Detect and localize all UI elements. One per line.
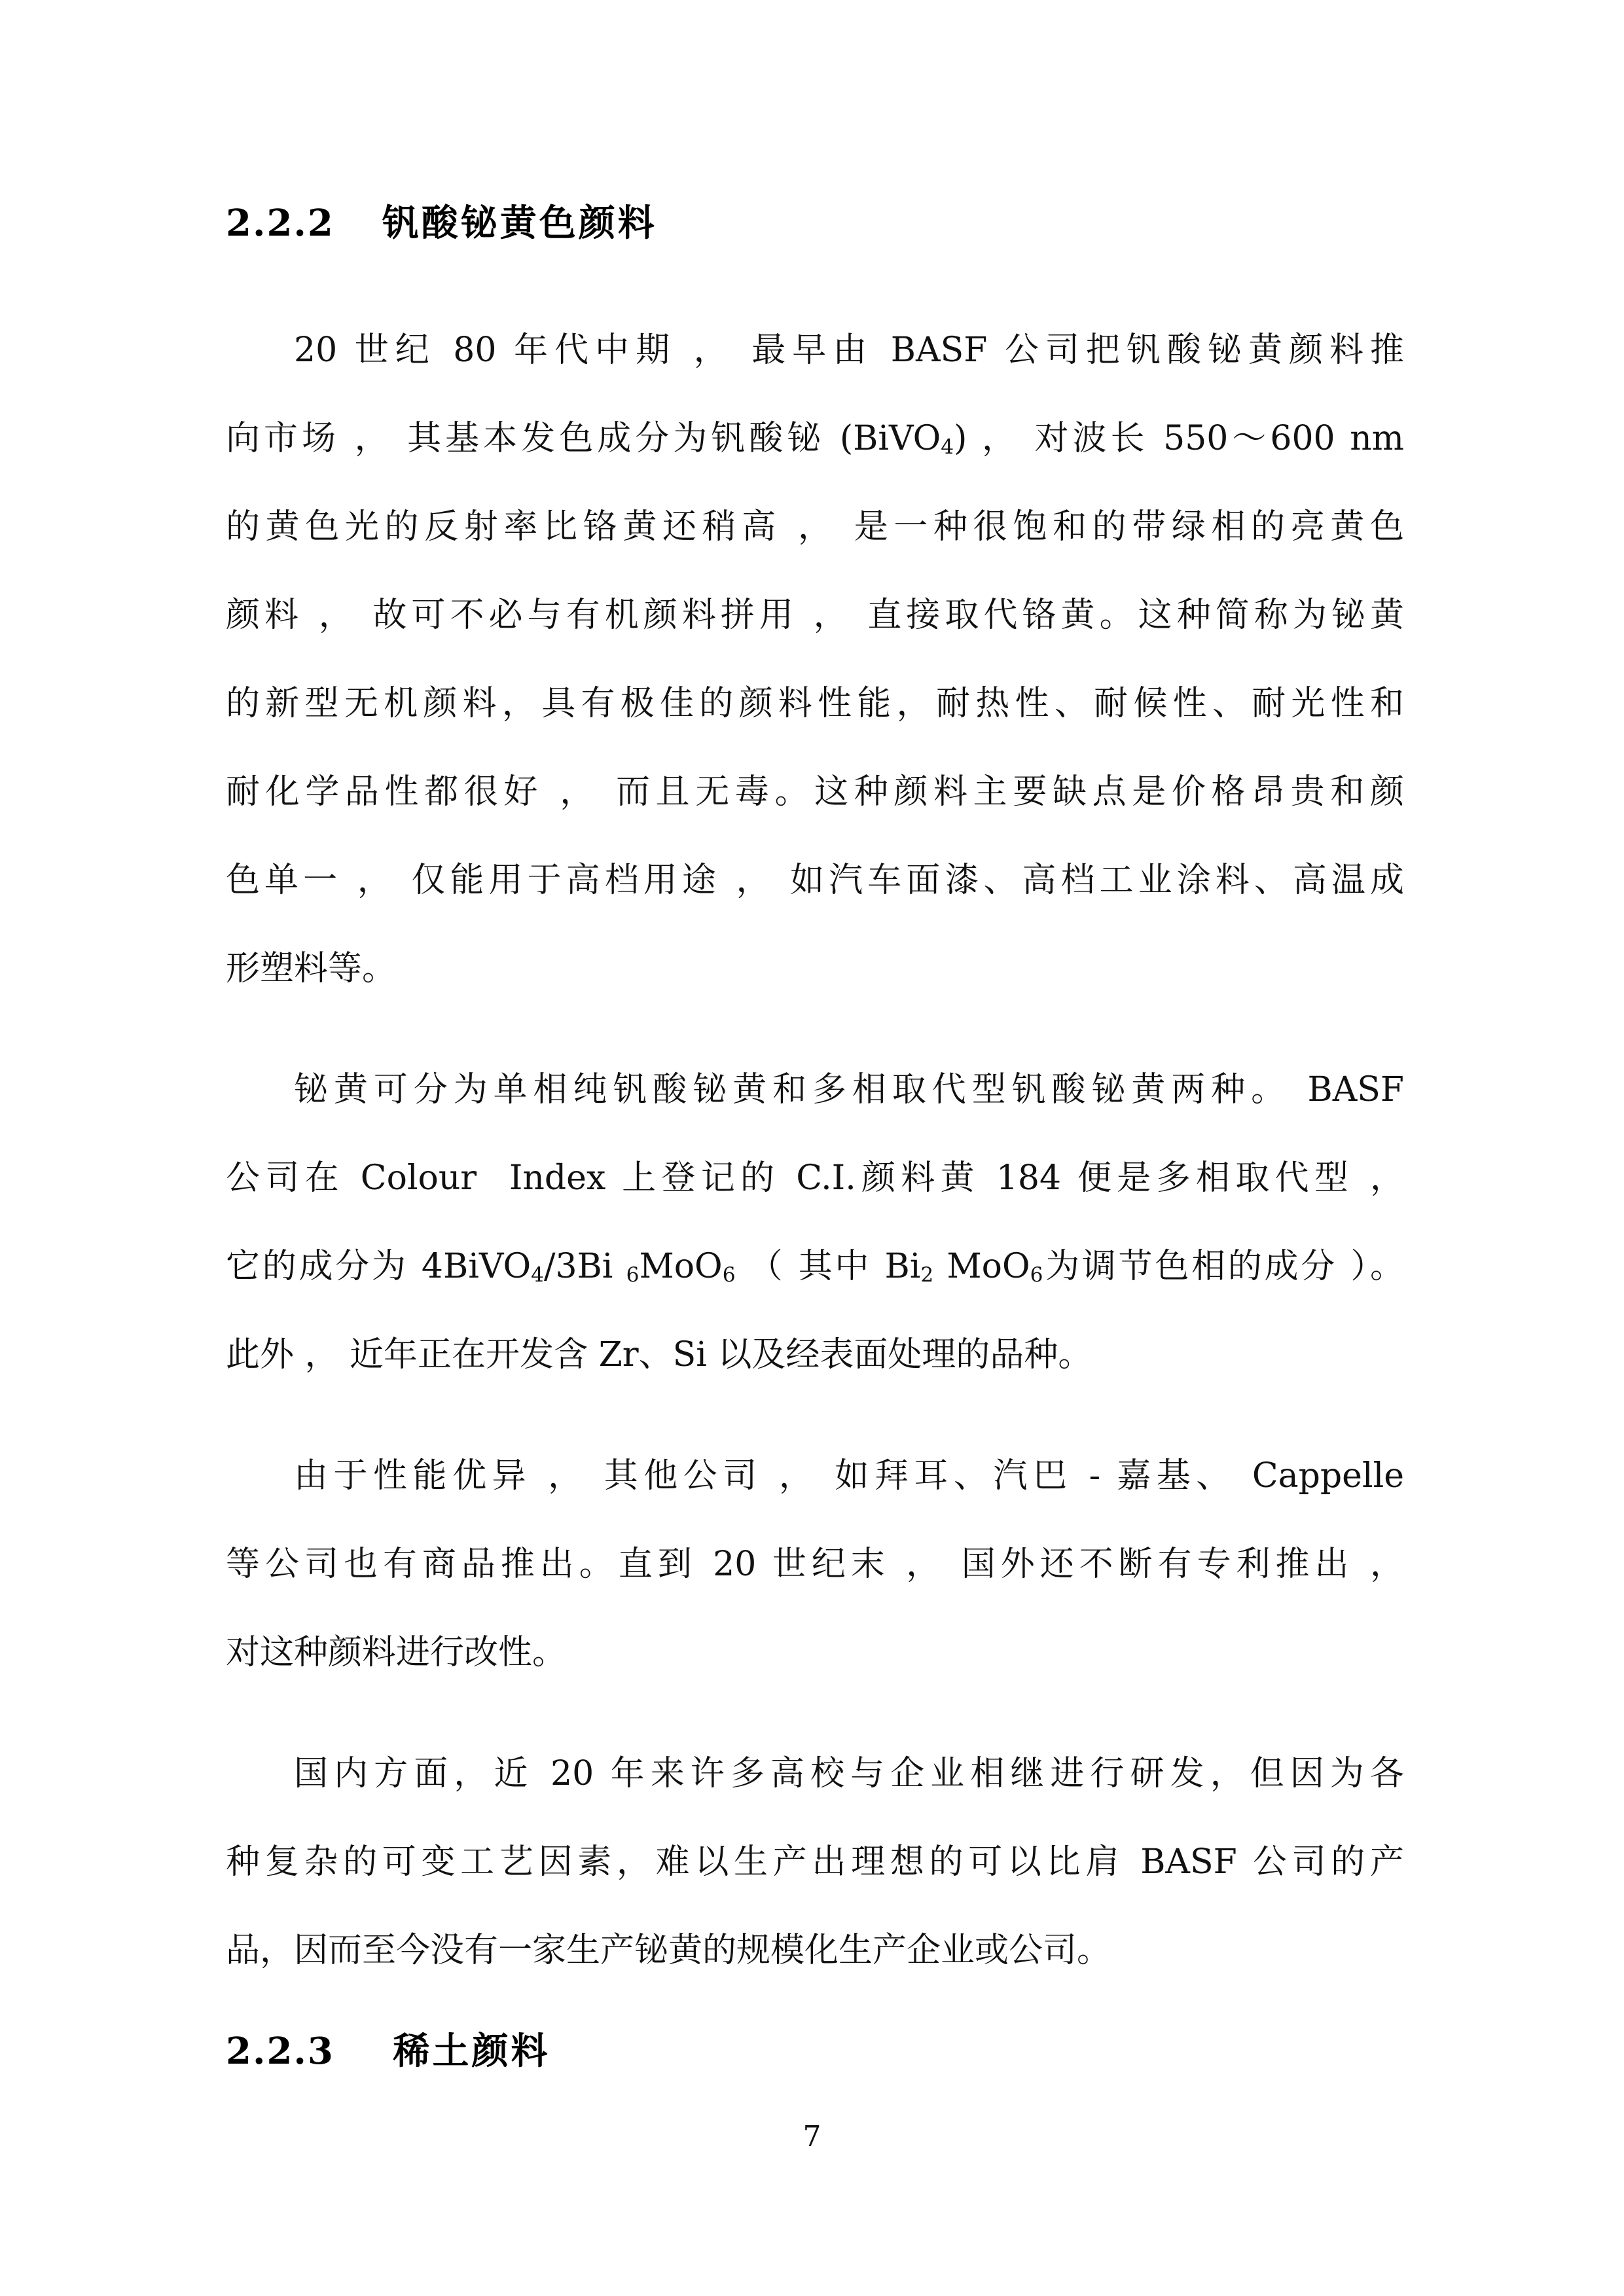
section-heading-2-2-3 bbox=[226, 2031, 1404, 2072]
text-line: 种复杂的可变工艺因素，难以生产出理想的可以比肩 BASF 公司的产 bbox=[226, 1842, 1404, 1882]
paragraph bbox=[226, 1730, 1404, 1995]
text-line: 对这种颜料进行改性。 bbox=[226, 1633, 567, 1672]
text-line: 形塑料等。 bbox=[226, 949, 397, 988]
text-line: 的新型无机颜料，具有极佳的颜料性能，耐热性、耐候性、耐光性和 bbox=[226, 684, 1404, 723]
text-line: 颜料 ， 故可不必与有机颜料拼用 ， 直接取代铬黄。这种简称为铋黄 bbox=[226, 596, 1404, 635]
text-line: 向市场 ， 其基本发色成分为钒酸铋 (BiVO$_4$) ， 对波长 550～600 nm bbox=[226, 419, 1404, 459]
text-line: 铋黄可分为单相纯钒酸铋黄和多相取代型钒酸铋黄两种。 BASF bbox=[294, 1070, 1404, 1109]
section-title: 稀土颜料 bbox=[393, 2030, 550, 2073]
text-line: 等公司也有商品推出。直到 20 世纪末 ， 国外还不断有专利推出 ， bbox=[226, 1545, 1404, 1584]
paragraph bbox=[226, 1432, 1404, 1697]
section-heading-2-2-2 bbox=[226, 203, 1404, 244]
page-number: 7 bbox=[803, 2120, 821, 2153]
text-line: 20 世纪 80 年代中期 ， 最早由 BASF 公司把钒酸铋黄颜料推 bbox=[294, 331, 1404, 370]
text-line: 由于性能优异 ， 其他公司 ， 如拜耳、汽巴 - 嘉基、 Cappelle bbox=[294, 1456, 1404, 1496]
section-number: 2.2.3 bbox=[226, 2030, 334, 2073]
section-number: 2.2.2 bbox=[226, 202, 334, 245]
text-line: 国内方面，近 20 年来许多高校与企业相继进行研发，但因为各 bbox=[294, 1754, 1404, 1793]
text-line: 此外 ， 近年正在开发含 Zr、Si 以及经表面处理的品种。 bbox=[226, 1335, 1092, 1374]
section-title: 钒酸铋黄色颜料 bbox=[382, 202, 657, 245]
text-line: 品，因而至今没有一家生产铋黄的规模化生产企业或公司。 bbox=[226, 1931, 1111, 1970]
text-line: 色单一 ， 仅能用于高档用途 ， 如汽车面漆、高档工业涂料、高温成 bbox=[226, 861, 1404, 900]
paragraph bbox=[226, 1046, 1404, 1399]
text-line: 耐化学品性都很好 ， 而且无毒。这种颜料主要缺点是价格昂贵和颜 bbox=[226, 772, 1404, 812]
paragraph bbox=[226, 306, 1404, 1013]
text-line: 的黄色光的反射率比铬黄还稍高 ， 是一种很饱和的带绿相的亮黄色 bbox=[226, 507, 1404, 547]
text-line: 它的成分为 4BiVO$_4$/3Bi $_6$MoO$_6$ （ 其中 $Bi_2$ MoO$_6$为调节色相的成分 ）。 bbox=[226, 1247, 1404, 1287]
text-line: 公司在 Colour Index 上登记的 C.I.颜料黄 184 便是多相取代型 ， bbox=[226, 1158, 1404, 1198]
